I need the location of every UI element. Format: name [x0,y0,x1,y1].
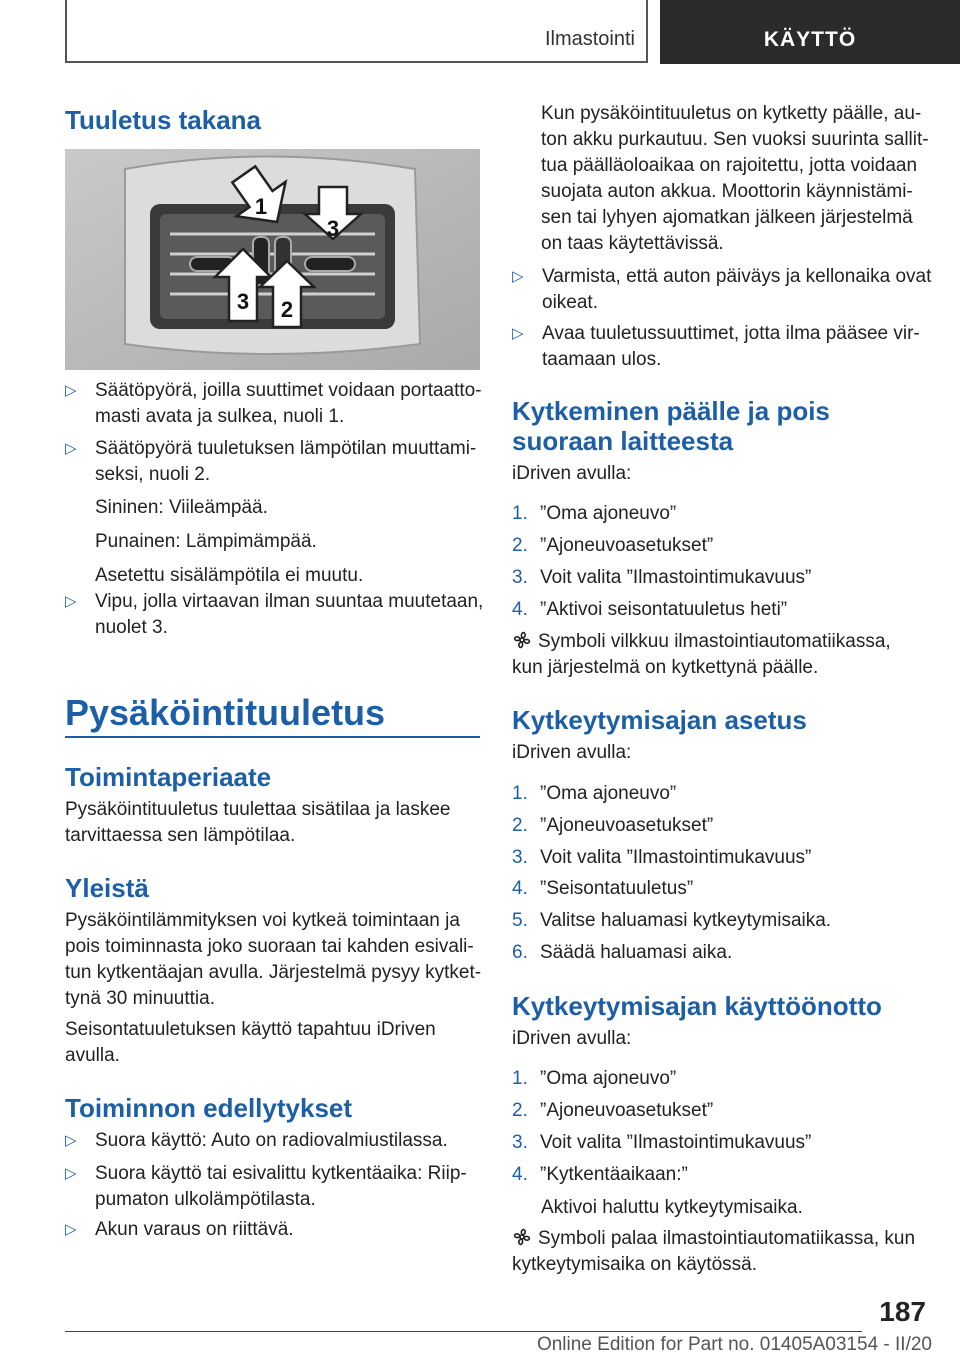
page-number: 187 [879,1296,926,1327]
principle-text: Pysäköintituuletus tuulettaa sisätilaa ja laskee tarvittaessa sen lämpötilaa. [65,799,451,846]
triangle-right-icon: ▷ [65,593,77,610]
triangle-right-icon: ▷ [65,1221,77,1238]
chapter-tab [660,0,960,64]
fan-icon [512,630,532,650]
edition-footer: Online Edition for Part no. 01405A03154 - II/20 [536,1334,932,1355]
idrive-label: iDriven avulla: [512,463,632,484]
continued-text: Kun pysäköintituuletus on kytketty päälle, au- ton akku purkautuu. Sen vuoksi suurinta sallit- tua päälläoloaikaa on rajoitettu, jotta voidaan suojata auton akkua. Moottorin käynnistämi- sen tai lyhyen ajomatkan jälkeen järjestelmä on taas käytettävissä. [541,103,929,254]
section-title: Ilmastointi [544,28,635,50]
general-text-2: Seisontatuuletuksen käyttö tapahtuu iDriven avulla. [65,1019,436,1066]
triangle-right-icon: ▷ [512,268,524,285]
heading-principle: Toimintaperiaate [65,762,272,792]
fan-icon [512,1227,532,1247]
callout-2: 2 [280,297,294,322]
general-text: Pysäköintilämmityksen voi kytkeä toimintaan ja pois toiminnasta joko suoraan tai kahden esivali- tun kytkentäajan avulla. Järjestelmä pysyy kytket- tynä 30 minuuttia. [65,910,482,1009]
triangle-right-icon: ▷ [65,1165,77,1182]
temp-note-blue: Sininen: Viileämpää. [95,497,268,518]
rear-vent-figure [65,149,480,370]
temp-note-unchanged: Asetettu sisälämpötila ei muutu. [95,565,364,586]
use-note: Symboli palaa ilmastointiautomatiikassa, kun kytkeytymisaika on käytössä. [512,1228,916,1275]
heading-direct-switch: Kytkeminen päälle ja pois suoraan laitteesta [512,396,830,456]
callout-3-right: 3 [326,216,340,241]
triangle-right-icon: ▷ [65,440,77,457]
heading-timer-use: Kytkeytymisajan käyttöönotto [512,991,882,1021]
heading-rear-ventilation: Tuuletus takana [65,105,262,135]
chapter-label: KÄYTTÖ [763,28,857,51]
temp-note-red: Punainen: Lämpimämpää. [95,531,317,552]
idrive-label: iDriven avulla: [512,1028,632,1049]
callout-3-left: 3 [236,289,250,314]
step-sub-text: Aktivoi haluttu kytkeytymisaika. [541,1197,803,1218]
direct-note: Symboli vilkkuu ilmastointiautomatiikassa, kun järjestelmä on kytkettynä päälle. [512,631,891,678]
heading-general: Yleistä [65,873,149,903]
triangle-right-icon: ▷ [512,325,524,342]
heading-conditions: Toiminnon edellytykset [65,1093,353,1123]
idrive-label: iDriven avulla: [512,742,632,763]
heading-timer-set: Kytkeytymisajan asetus [512,705,807,735]
triangle-right-icon: ▷ [65,382,77,399]
heading-rule [65,736,480,738]
triangle-right-icon: ▷ [65,1132,77,1149]
callout-1: 1 [254,194,268,219]
heading-parking-ventilation: Pysäköintituuletus [65,692,386,733]
footer-rule [65,1331,862,1332]
